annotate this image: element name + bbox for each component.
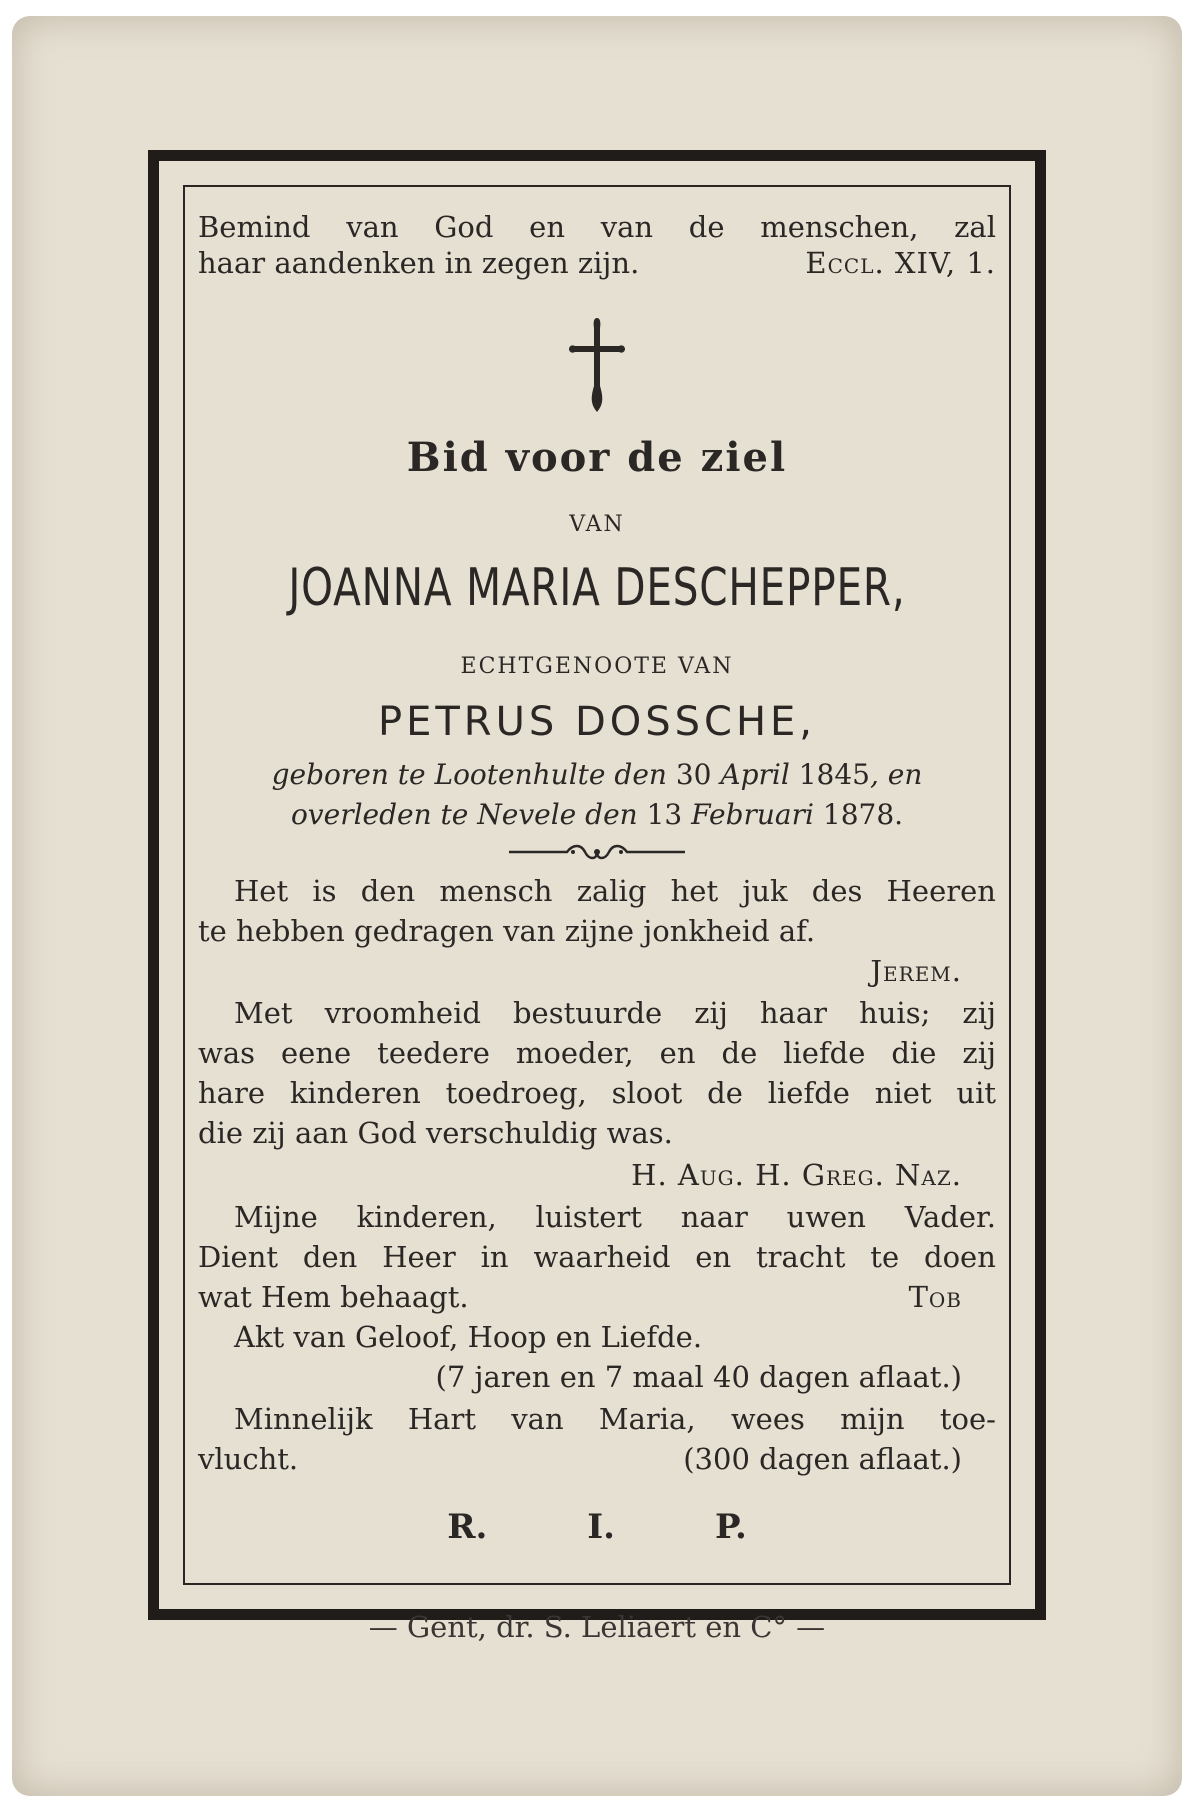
- word: zal: [954, 210, 996, 244]
- word: luistert: [535, 1200, 642, 1234]
- passage5-text: vlucht.: [198, 1442, 299, 1476]
- word: zij: [962, 996, 996, 1030]
- word: bestuurde: [512, 996, 663, 1030]
- rip-line: [198, 1508, 996, 1546]
- printer-credit: — Gent, dr. S. Leliaert en C° —: [368, 1610, 826, 1644]
- passage1-line-1: [198, 872, 996, 910]
- word: God: [434, 210, 494, 244]
- death-year: 1878: [822, 798, 895, 831]
- word: kinderen,: [356, 1200, 497, 1234]
- birth-year: 1845: [798, 758, 870, 791]
- word: mijn: [840, 1402, 905, 1436]
- passage2-line-3: [198, 1074, 996, 1112]
- word: haar: [759, 996, 827, 1030]
- spouse-intro: ECHTGENOOTE VAN: [460, 654, 734, 679]
- word: mensch: [439, 874, 553, 908]
- word: vroomheid: [324, 996, 481, 1030]
- birth-month: April: [711, 758, 799, 791]
- word: teedere: [377, 1036, 490, 1070]
- epigraph-text: haar aandenken in zegen zijn.: [198, 246, 640, 280]
- word: het: [670, 874, 719, 908]
- passage3-line-1: [198, 1198, 996, 1236]
- word: en: [659, 1036, 696, 1070]
- passage5-indulgence: (300 dagen aflaat.): [683, 1442, 962, 1476]
- word: Minnelijk: [234, 1402, 373, 1436]
- word: doen: [924, 1240, 996, 1274]
- word: den: [360, 874, 416, 908]
- passage1-source: Jerem.: [870, 954, 962, 988]
- word: juk: [742, 874, 788, 908]
- word: Maria,: [598, 1402, 696, 1436]
- passage5-line-1: [198, 1400, 996, 1438]
- death-place-text: overleden te Nevele den: [290, 798, 647, 831]
- word: niet: [874, 1076, 932, 1110]
- word: huis;: [859, 996, 931, 1030]
- word: uit: [956, 1076, 996, 1110]
- birth-day: 30: [675, 758, 712, 791]
- ornamental-flourish-icon: [507, 840, 687, 864]
- word: was: [198, 1036, 255, 1070]
- word: menschen,: [760, 210, 919, 244]
- word: tracht: [756, 1240, 846, 1274]
- latin-cross-icon: [567, 316, 627, 416]
- word: toe-: [939, 1402, 996, 1436]
- word: toedroeg,: [445, 1076, 587, 1110]
- word: kinderen: [289, 1076, 421, 1110]
- word: liefde: [767, 1076, 850, 1110]
- passage1-line-2: te hebben gedragen van zijne jonkheid af.: [198, 914, 816, 948]
- word: de: [707, 1076, 743, 1110]
- word: Heeren: [886, 874, 996, 908]
- word: Vader.: [904, 1200, 996, 1234]
- word: uwen: [786, 1200, 866, 1234]
- word: Hart: [407, 1402, 476, 1436]
- word: liefde: [783, 1036, 866, 1070]
- word: waarheid: [533, 1240, 671, 1274]
- word: Met: [234, 996, 293, 1030]
- word: en: [695, 1240, 732, 1274]
- word: is: [312, 874, 337, 908]
- death-month: Februari: [682, 798, 823, 831]
- word: sloot: [611, 1076, 683, 1110]
- passage2-line-1: [198, 994, 996, 1032]
- word: wees: [730, 1402, 805, 1436]
- rip-letter-p: P.: [715, 1507, 747, 1547]
- card-text: [198, 208, 996, 1578]
- passage3-source: Tob: [908, 1280, 962, 1314]
- passage2-line-4: die zij aan God verschuldig was.: [198, 1116, 673, 1150]
- passage3-line-3: [198, 1278, 996, 1316]
- death-suffix: .: [894, 798, 904, 831]
- word: de: [688, 210, 725, 244]
- word: den: [302, 1240, 358, 1274]
- spouse-name: PETRUS DOSSCHE,: [377, 699, 817, 745]
- passage2-line-2: [198, 1034, 996, 1072]
- birth-line: [198, 756, 996, 794]
- van-label: VAN: [569, 512, 625, 537]
- word: Mijne: [234, 1200, 318, 1234]
- deceased-name: JOANNA MARIA DESCHEPPER,: [288, 558, 906, 618]
- word: zij: [694, 996, 728, 1030]
- word: te: [870, 1240, 900, 1274]
- word: Heer: [382, 1240, 456, 1274]
- word: en: [529, 210, 566, 244]
- word: hare: [198, 1076, 265, 1110]
- word: die: [891, 1036, 937, 1070]
- word: naar: [680, 1200, 748, 1234]
- passage5-line-2: [198, 1440, 996, 1478]
- epigraph-line-2: [198, 244, 996, 282]
- word: zalig: [576, 874, 647, 908]
- death-line: [198, 796, 996, 834]
- word: moeder,: [515, 1036, 634, 1070]
- epigraph-reference: Eccl. XIV, 1.: [805, 246, 996, 280]
- death-day: 13: [646, 798, 683, 831]
- word: des: [811, 874, 863, 908]
- word: in: [480, 1240, 509, 1274]
- prayer-heading: Bid voor de ziel: [406, 434, 788, 481]
- rip-letter-i: I.: [587, 1507, 616, 1547]
- word: Het: [234, 874, 289, 908]
- passage4-indulgence: (7 jaren en 7 maal 40 dagen aflaat.): [435, 1360, 962, 1394]
- word: Bemind: [198, 210, 311, 244]
- epigraph-line-1: [198, 208, 996, 246]
- word: eene: [281, 1036, 352, 1070]
- word: zij: [962, 1036, 996, 1070]
- word: van: [600, 210, 654, 244]
- passage2-source: H. Aug. H. Greg. Naz.: [631, 1158, 962, 1192]
- passage3-line-2: [198, 1238, 996, 1276]
- birth-suffix: , en: [869, 758, 923, 791]
- passage4-line-1: Akt van Geloof, Hoop en Liefde.: [234, 1320, 703, 1354]
- word: Dient: [198, 1240, 279, 1274]
- rip-letter-r: R.: [447, 1507, 488, 1547]
- word: van: [346, 210, 399, 244]
- word: de: [721, 1036, 758, 1070]
- passage3-text: wat Hem behaagt.: [198, 1280, 469, 1314]
- birth-place-text: geboren te Lootenhulte den: [271, 758, 676, 791]
- word: van: [511, 1402, 564, 1436]
